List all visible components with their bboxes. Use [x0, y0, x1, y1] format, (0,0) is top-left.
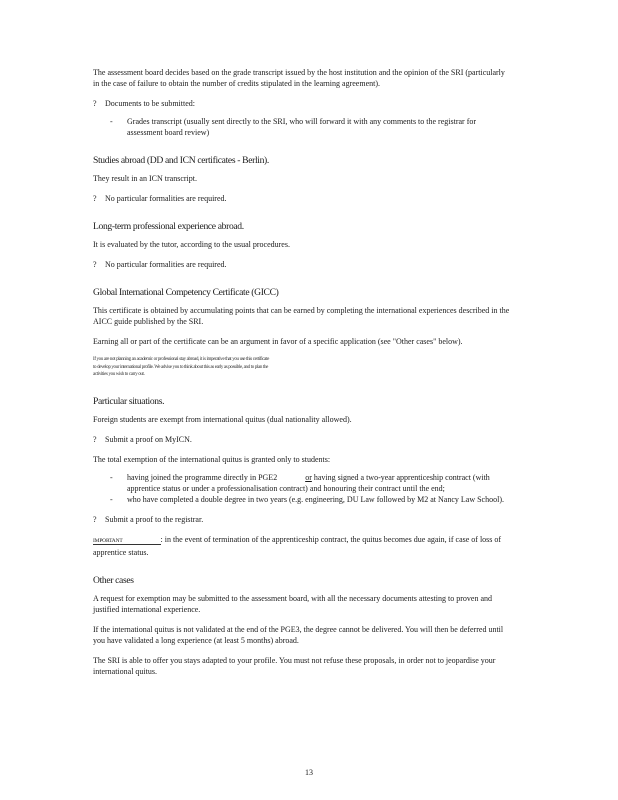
submit-text: Submit a proof on MyICN.	[105, 434, 192, 444]
bullet-mark: ?	[93, 434, 97, 444]
particular-paragraph-1: Foreign students are exempt from international quitus (dual nationality allowed).	[93, 414, 352, 424]
submit-proof-registrar	[93, 514, 513, 525]
note-text: No particular formalities are required.	[105, 260, 227, 269]
note-text: No particular formalities are required.	[105, 194, 227, 203]
other-paragraph-2: If the international quitus is not validated at the end of the PGE3, the degree cannot be delivered. You will then be deferred until you have validated a long experience (at least 5 months) abroad.	[93, 624, 504, 645]
studies-abroad-note	[93, 193, 513, 204]
particular-heading: Particular situations.	[93, 395, 165, 407]
long-term-paragraph: It is evaluated by the tutor, according to the usual procedures.	[93, 240, 290, 249]
dash-mark: -	[110, 494, 113, 504]
advice-line: activities you wish to carry out.	[93, 372, 145, 378]
bullet-mark: ?	[93, 99, 97, 108]
gicc-heading: Global International Competency Certificate (GICC)	[93, 287, 279, 298]
bullet-mark: ?	[93, 260, 97, 269]
particular-paragraph-2: The total exemption of the international quitus is granted only to students:	[93, 454, 331, 464]
bullet-mark: ?	[93, 194, 97, 203]
intro-paragraph: The assessment board decides based on the grade transcript issued by the host institution and the opinion of the SRI (particularly in the case of failure to obtain the number of credits stipulated in the learning agreement).	[93, 68, 505, 88]
list-item-text-a: having joined the programme directly in PGE2	[127, 472, 278, 482]
submit-text: Submit a proof to the registrar.	[105, 514, 204, 524]
advice-line: to develop your international profile. We advise you to think about this as early as possible, and to plan the	[93, 364, 268, 370]
warning-text: : in the event of termination of the apprenticeship contract, the quitus becomes due again, if case of loss of apprentice status.	[93, 534, 502, 557]
studies-abroad-heading: Studies abroad (DD and ICN certificates - Berlin).	[93, 155, 269, 166]
gicc-paragraph-1: This certificate is obtained by accumulating points that can be earned by completing the international experiences described in the AICC guide published by the SRI.	[93, 306, 510, 326]
studies-abroad-paragraph: They result in an ICN transcript.	[93, 174, 197, 183]
list-item-text: Grades transcript (usually sent directly to the SRI, who will forward it with any comments to the registrar for assessment board review)	[127, 117, 477, 137]
list-item	[93, 494, 513, 505]
documents-bullet	[93, 98, 513, 109]
documents-label: Documents to be submitted:	[105, 99, 195, 108]
advice-line: If you are not planning an academic or professional stay abroad, it is imperative that you use this certificate	[93, 357, 269, 362]
warning-label: IMPORTANT	[93, 538, 161, 545]
page-number: 13	[305, 768, 313, 777]
gicc-paragraph-2: Earning all or part of the certificate can be an argument in favor of a specific application (see "Other cases" below).	[93, 337, 463, 346]
dash-mark: -	[110, 117, 113, 126]
long-term-note	[93, 259, 513, 270]
list-item-text: who have completed a double degree in two years (e.g. engineering, DU Law followed by M2 at Nancy Law School).	[127, 494, 504, 504]
or-label: or	[305, 472, 312, 482]
exemption-list	[93, 472, 513, 505]
list-item	[93, 472, 513, 494]
warning-paragraph	[93, 534, 513, 558]
list-item	[93, 116, 513, 138]
documents-list	[93, 116, 513, 138]
gicc-advice	[93, 356, 513, 379]
other-paragraph-1: A request for exemption may be submitted to the assessment board, with all the necessary documents attesting to proven and justified international experience.	[93, 593, 493, 614]
bullet-mark: ?	[93, 514, 97, 524]
other-cases-heading: Other cases	[93, 574, 134, 586]
submit-proof-myicn	[93, 434, 513, 445]
long-term-heading: Long-term professional experience abroad.	[93, 221, 244, 232]
page-content	[93, 67, 513, 677]
other-paragraph-3: The SRI is able to offer you stays adapted to your profile. You must not refuse these proposals, in order not to jeopardise your international quitus.	[93, 655, 496, 676]
dash-mark: -	[110, 472, 113, 482]
list-item-text-b: having signed a two-year apprenticeship contract (with apprentice status or under a professionalisation contract) and honouring their contract until the end;	[127, 472, 490, 493]
